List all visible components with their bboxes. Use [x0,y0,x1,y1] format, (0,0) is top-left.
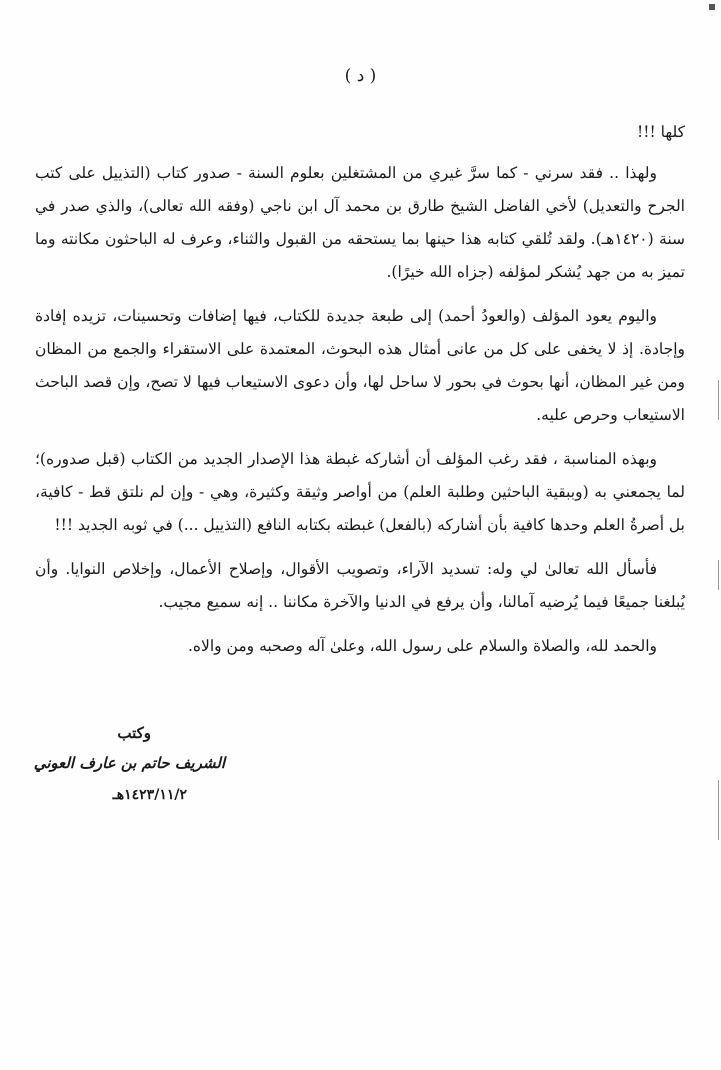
paragraph-new-edition: واليوم يعود المؤلف (والعودُ أحمد) إلى طبعة جديدة للكتاب، فيها إضافات وتحسينات، تزيده إفادة وإجادة. إذ لا يخفى على كل من عانى أمثال هذه البحوث، المعتمدة على الاستقراء والجمع من المظان ومن غير المظان، أنها بحوث في بحور لا ساحل لها، وأن دعوى الاستيعاب فيها لا تصح، وإن قصد الباحث الاستيعاب وحرص عليه. [35,307,685,424]
paragraph-book-release: ولهذا .. فقد سرني - كما سرَّ غيري من المشتغلين بعلوم السنة - صدور كتاب (التذييل على كتب الجرح والتعديل) لأخي الفاضل الشيخ طارق بن محمد آل ابن ناجي (وفقه الله تعالى)، والذي صدر في سنة (١٤٢٠هـ). ولقد تُلقي كتابه هذا حينها بما يستحقه من القبول والثناء، وعرف له الباحثون مكانته وما تميز به من جهد يُشكر لمؤلفه (جزاه الله خيرًا). [35,164,685,281]
paragraph-closing: والحمد لله، والصلاة والسلام على رسول الله، وعلىٰ آله وصحبه ومن والاه. [187,637,657,655]
scan-edge-mark [718,560,719,590]
paragraph-supplication: فأسأل الله تعالىٰ لي وله: تسديد الآراء، وتصويب الأقوال، وإصلاح الأعمال، وإخلاص النوايا. وأن يُبلغنا جميعًا فيما يُرضيه آمالنا، وأن يرفع في الدنيا والآخرة مكاننا .. إنه سميع مجيب. [35,560,685,611]
scan-corner-mark [709,4,715,10]
page-number: ( د ) [344,66,377,86]
scan-edge-mark [718,380,719,420]
body-text [35,116,685,674]
signature-name: الشريف حاتم بن عارف العوني [33,754,225,772]
paragraph-opening: كلها !!! [637,123,685,141]
paragraph-occasion: وبهذه المناسبة ، فقد رغب المؤلف أن أشاركه غبطة هذا الإصدار الجديد من الكتاب (قبل صدوره)؛ لما يجمعني به (وببقية الباحثين وطلبة العلم) من أواصر وثيقة وكثيرة، وهي - وإن لم نلتق قط - كافية، بل أصرةُ العلم وحدها كافية بأن أشاركه (بالفعل) غبطته بكتابه النافع (التذييل ...) في ثوبه الجديد !!! [35,450,685,534]
scan-edge-mark [718,780,719,840]
signature-date: ١٤٢٣/١١/٢هـ [112,787,187,803]
signature-intro: وكتب [117,724,151,742]
